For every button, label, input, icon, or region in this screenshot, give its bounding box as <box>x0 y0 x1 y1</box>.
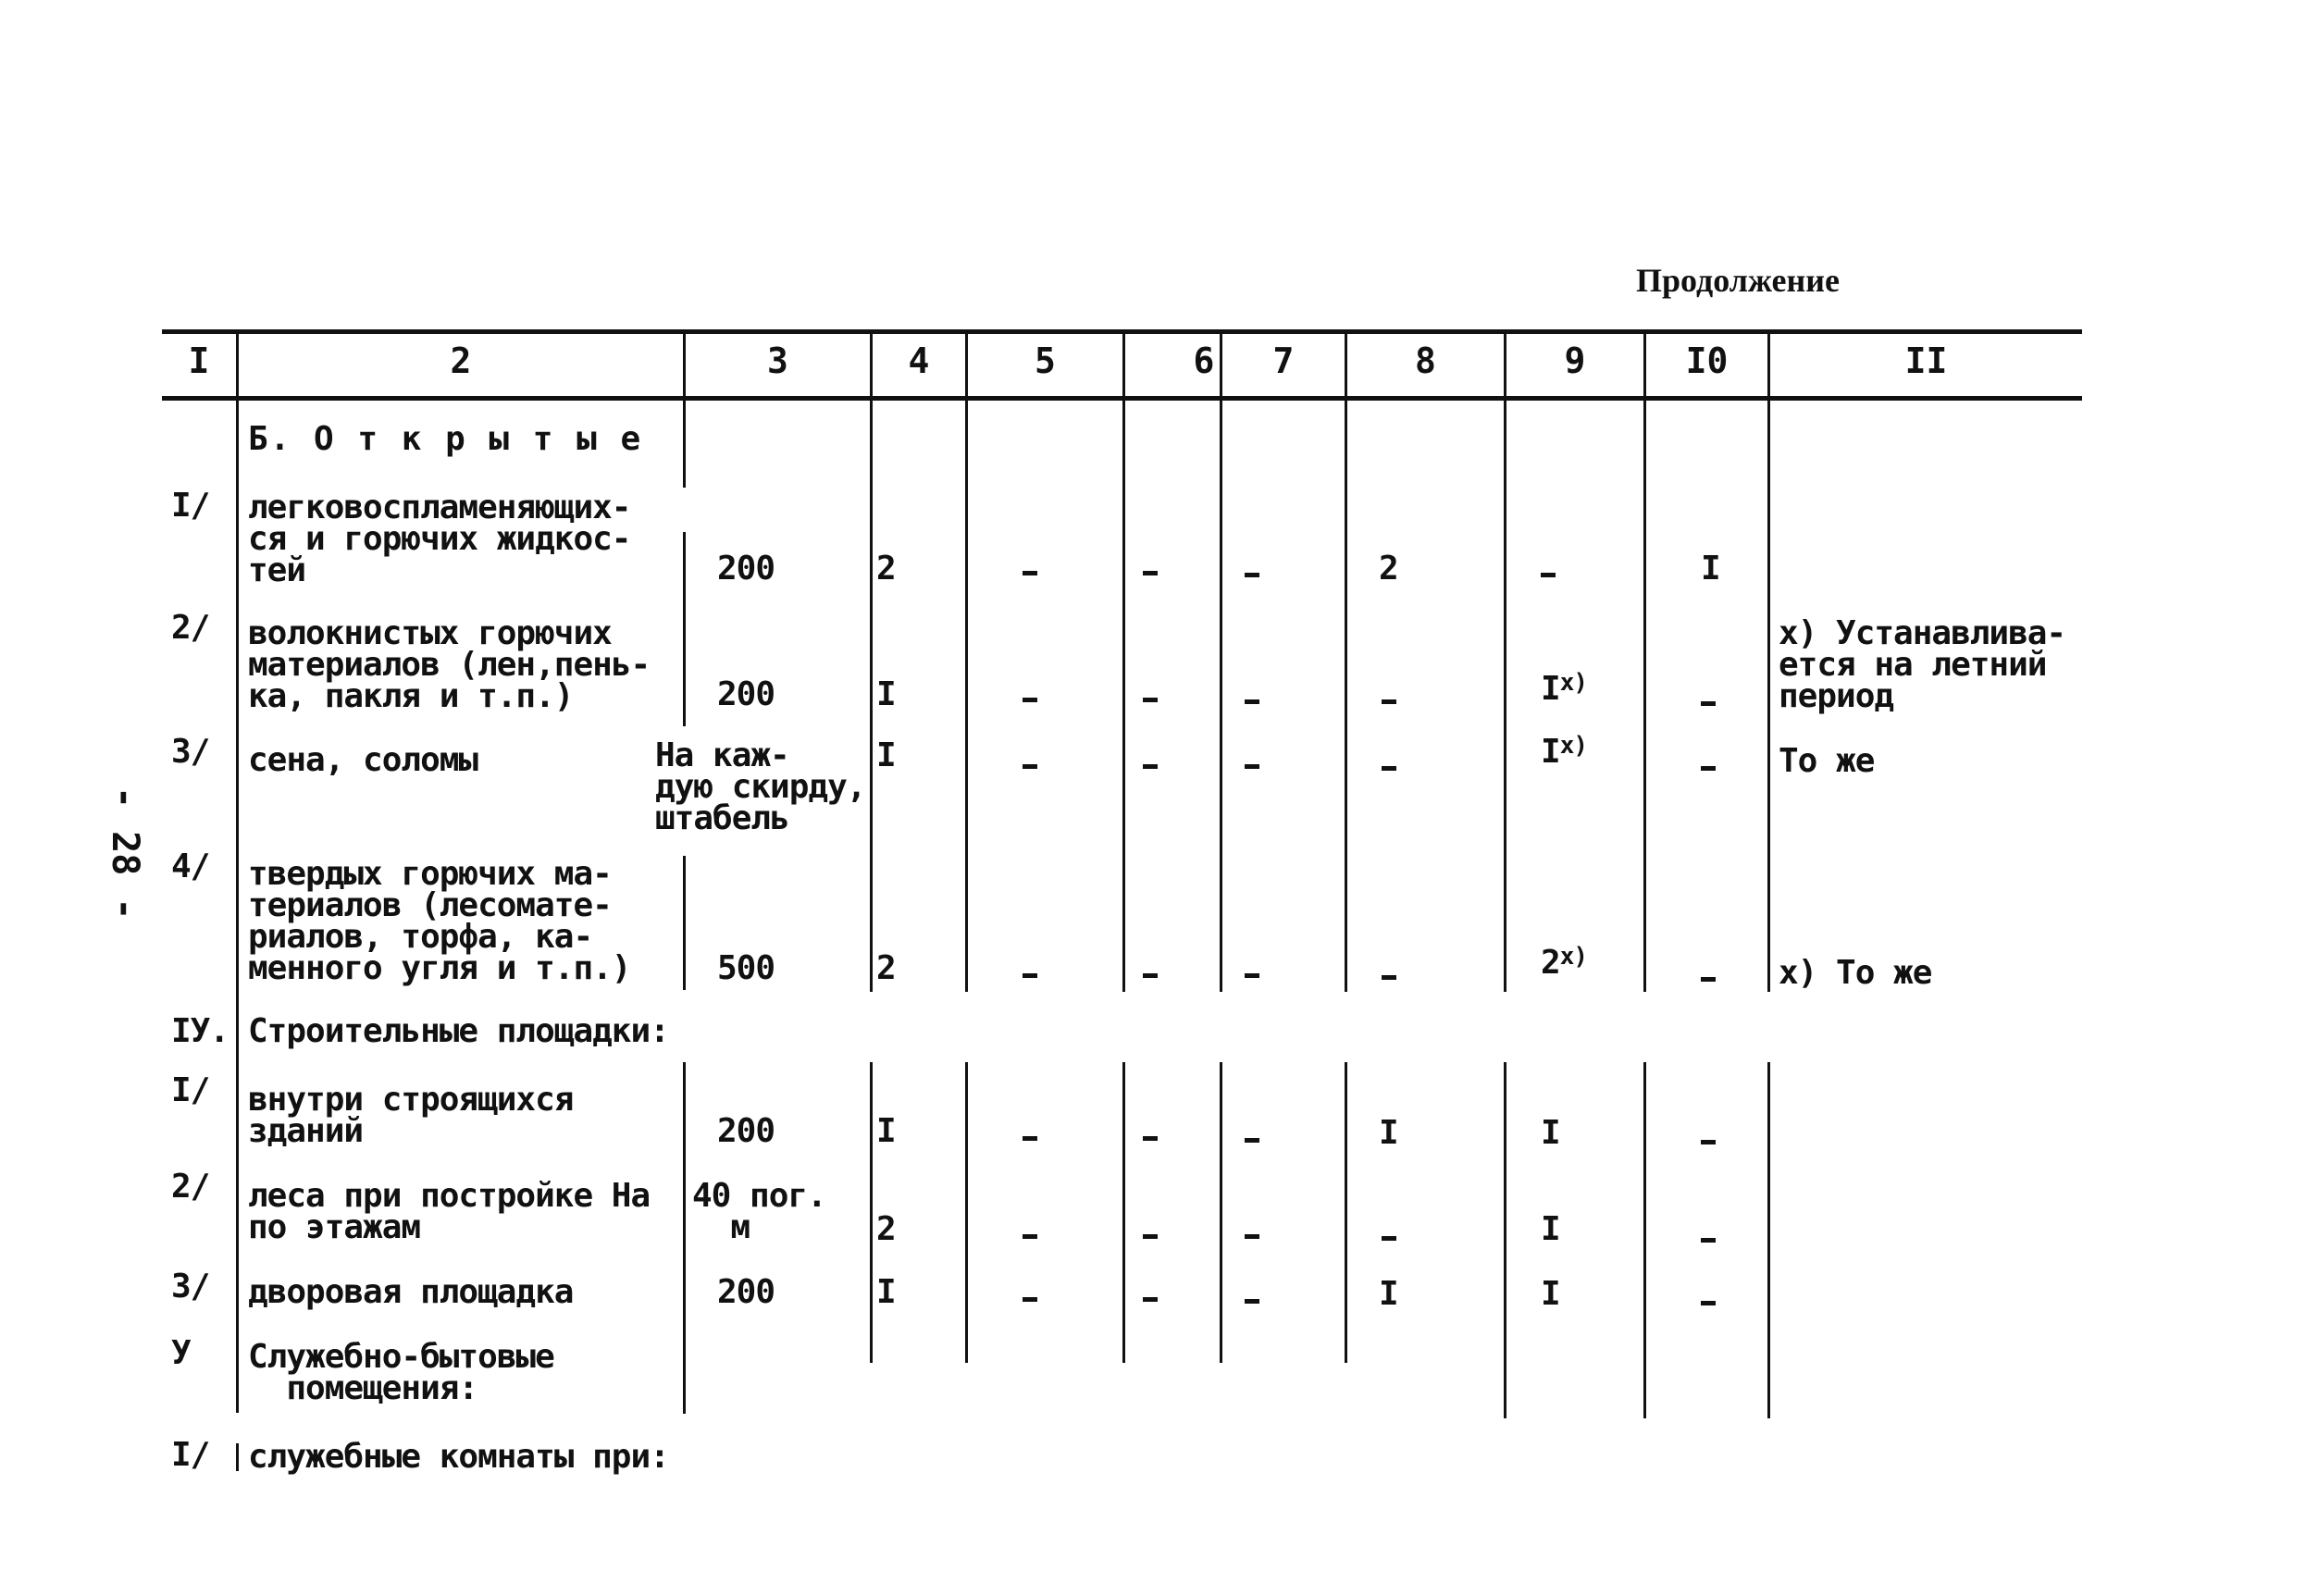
row-4-num: 4/ <box>171 847 210 885</box>
iv-row-1-c8: I <box>1379 1114 1398 1152</box>
row-3-note: То же <box>1779 742 1875 780</box>
row-1-c5-dash <box>1023 571 1037 575</box>
row-2-note: x) Устанавлива- ется на летний период <box>1779 614 2066 715</box>
row-3-c7-dash <box>1245 764 1259 769</box>
iv-row-3-c4: I <box>876 1273 896 1311</box>
column-divider <box>870 400 873 992</box>
column-divider <box>1220 400 1222 992</box>
iv-row-2-c8-dash <box>1382 1236 1396 1241</box>
row-4-note: x) То же <box>1779 954 1932 992</box>
iv-row-3-c8: I <box>1379 1275 1398 1313</box>
last-row-num: I/ <box>171 1436 210 1474</box>
col-header-1: I <box>188 340 210 381</box>
column-divider <box>683 1062 686 1414</box>
row-3-c6-dash <box>1143 764 1158 769</box>
col-header-8: 8 <box>1415 340 1436 381</box>
row-3-c5-dash <box>1023 764 1037 769</box>
row-1-c6-dash <box>1143 571 1158 575</box>
iv-row-3-c3: 200 <box>717 1273 775 1311</box>
last-row-name: служебные комнаты при: <box>248 1438 669 1476</box>
col-header-10: I0 <box>1685 340 1729 381</box>
row-1-c4: 2 <box>876 550 896 588</box>
section-v-num: У <box>171 1334 191 1372</box>
column-divider <box>236 400 239 1413</box>
page-number: - 28 - <box>104 786 146 921</box>
row-2-name: волокнистых горючих материалов (лен,пень- ка, пакля и т.п.) <box>248 614 651 715</box>
row-2-num: 2/ <box>171 609 210 647</box>
row-3-c4: I <box>876 736 896 774</box>
row-1-c7-dash <box>1245 573 1259 577</box>
section-iv-title: Строительные площадки: <box>248 1012 669 1050</box>
row-4-c7-dash <box>1245 973 1259 978</box>
column-divider <box>236 1443 239 1471</box>
iv-row-2-num: 2/ <box>171 1168 210 1206</box>
row-2-c5-dash <box>1023 698 1037 702</box>
row-4-c3: 500 <box>717 949 775 987</box>
iv-row-1-num: I/ <box>171 1071 210 1109</box>
row-4-c10-dash <box>1701 977 1716 982</box>
col-header-6: 6 <box>1193 340 1215 381</box>
iv-row-2-c5-dash <box>1023 1234 1037 1239</box>
col-header-11: II <box>1904 340 1948 381</box>
iv-row-3-c10-dash <box>1701 1301 1716 1305</box>
row-3-c9: $I^{x)}$ <box>1541 732 1587 771</box>
iv-row-2-c7-dash <box>1245 1234 1259 1239</box>
row-4-c5-dash <box>1023 973 1037 978</box>
section-iv-num: IУ. <box>171 1012 229 1050</box>
row-4-c6-dash <box>1143 973 1158 978</box>
row-2-c10-dash <box>1701 701 1716 706</box>
iv-row-2-c4: 2 <box>876 1210 896 1248</box>
row-3-c10-dash <box>1701 766 1716 771</box>
iv-row-1-name: внутри строящихся зданий <box>248 1081 574 1150</box>
row-2-c3: 200 <box>717 675 775 713</box>
column-divider <box>1345 1062 1347 1363</box>
row-2-c8-dash <box>1382 699 1396 704</box>
row-3-c3: На каж- дую скирду, штабель <box>655 736 866 837</box>
row-1-c10: I <box>1701 550 1720 588</box>
column-divider <box>1643 1062 1646 1418</box>
col-header-5: 5 <box>1035 340 1056 381</box>
iv-row-1-c4: I <box>876 1112 896 1150</box>
col-header-9: 9 <box>1564 340 1586 381</box>
column-divider <box>683 400 686 488</box>
iv-row-1-c7-dash <box>1245 1138 1259 1143</box>
column-divider <box>1504 1062 1506 1418</box>
iv-row-1-c6-dash <box>1143 1136 1158 1141</box>
row-1-num: I/ <box>171 487 210 525</box>
column-divider <box>965 400 968 992</box>
row-4-c4: 2 <box>876 949 896 987</box>
row-1-c8: 2 <box>1379 550 1398 588</box>
iv-row-3-num: 3/ <box>171 1268 210 1305</box>
iv-row-3-c9: I <box>1541 1275 1560 1313</box>
row-3-c8-dash <box>1382 766 1396 771</box>
column-divider <box>965 1062 968 1363</box>
row-1-c9-dash <box>1541 573 1556 577</box>
iv-row-3-name: дворовая площадка <box>248 1273 574 1311</box>
row-2-c4: I <box>876 675 896 713</box>
column-divider <box>1643 400 1646 992</box>
row-2-c6-dash <box>1143 698 1158 702</box>
column-divider <box>1220 1062 1222 1363</box>
col-header-3: 3 <box>767 340 788 381</box>
iv-row-2-c3: 40 пог. м <box>692 1177 826 1246</box>
iv-row-1-c10-dash <box>1701 1140 1716 1144</box>
iv-row-3-c6-dash <box>1143 1297 1158 1302</box>
col-header-7: 7 <box>1272 340 1295 381</box>
column-divider <box>870 1062 873 1363</box>
iv-row-1-c3: 200 <box>717 1112 775 1150</box>
column-divider <box>1767 400 1770 992</box>
row-3-num: 3/ <box>171 733 210 771</box>
column-divider <box>683 856 686 990</box>
col-header-2: 2 <box>450 340 472 381</box>
iv-row-2-c9: I <box>1541 1210 1560 1248</box>
continuation-label: Продолжение <box>1636 262 1840 299</box>
row-4-name: твердых горючих ма- териалов (лесомате- риалов, торфа, ка- менного угля и т.п.) <box>248 855 631 987</box>
iv-row-2-c6-dash <box>1143 1234 1158 1239</box>
column-divider <box>683 532 686 726</box>
column-divider <box>1122 1062 1125 1363</box>
row-1-name: легковоспламеняющих- ся и горючих жидкос- тей <box>248 489 631 589</box>
iv-row-1-c5-dash <box>1023 1136 1037 1141</box>
column-divider <box>1767 1062 1770 1418</box>
row-1-c3: 200 <box>717 550 775 588</box>
iv-row-2-name: леса при постройке На по этажам <box>248 1177 651 1246</box>
row-4-c8-dash <box>1382 975 1396 980</box>
section-b-title: Б. О т к р ы т ы е <box>248 420 643 458</box>
column-divider <box>1122 400 1125 992</box>
iv-row-3-c7-dash <box>1245 1299 1259 1304</box>
section-v-title: Служебно-бытовые помещения: <box>248 1338 554 1407</box>
iv-row-1-c9: I <box>1541 1114 1560 1152</box>
row-4-c9: 2$^{x)}$ <box>1541 943 1587 982</box>
column-divider <box>1345 400 1347 992</box>
iv-row-3-c5-dash <box>1023 1297 1037 1302</box>
row-2-c9: $I^{x)}$ <box>1541 669 1587 708</box>
iv-row-2-c10-dash <box>1701 1238 1716 1243</box>
row-3-name: сена, соломы <box>248 741 478 779</box>
column-divider <box>1504 400 1506 992</box>
col-header-4: 4 <box>908 340 930 381</box>
row-2-c7-dash <box>1245 699 1259 704</box>
